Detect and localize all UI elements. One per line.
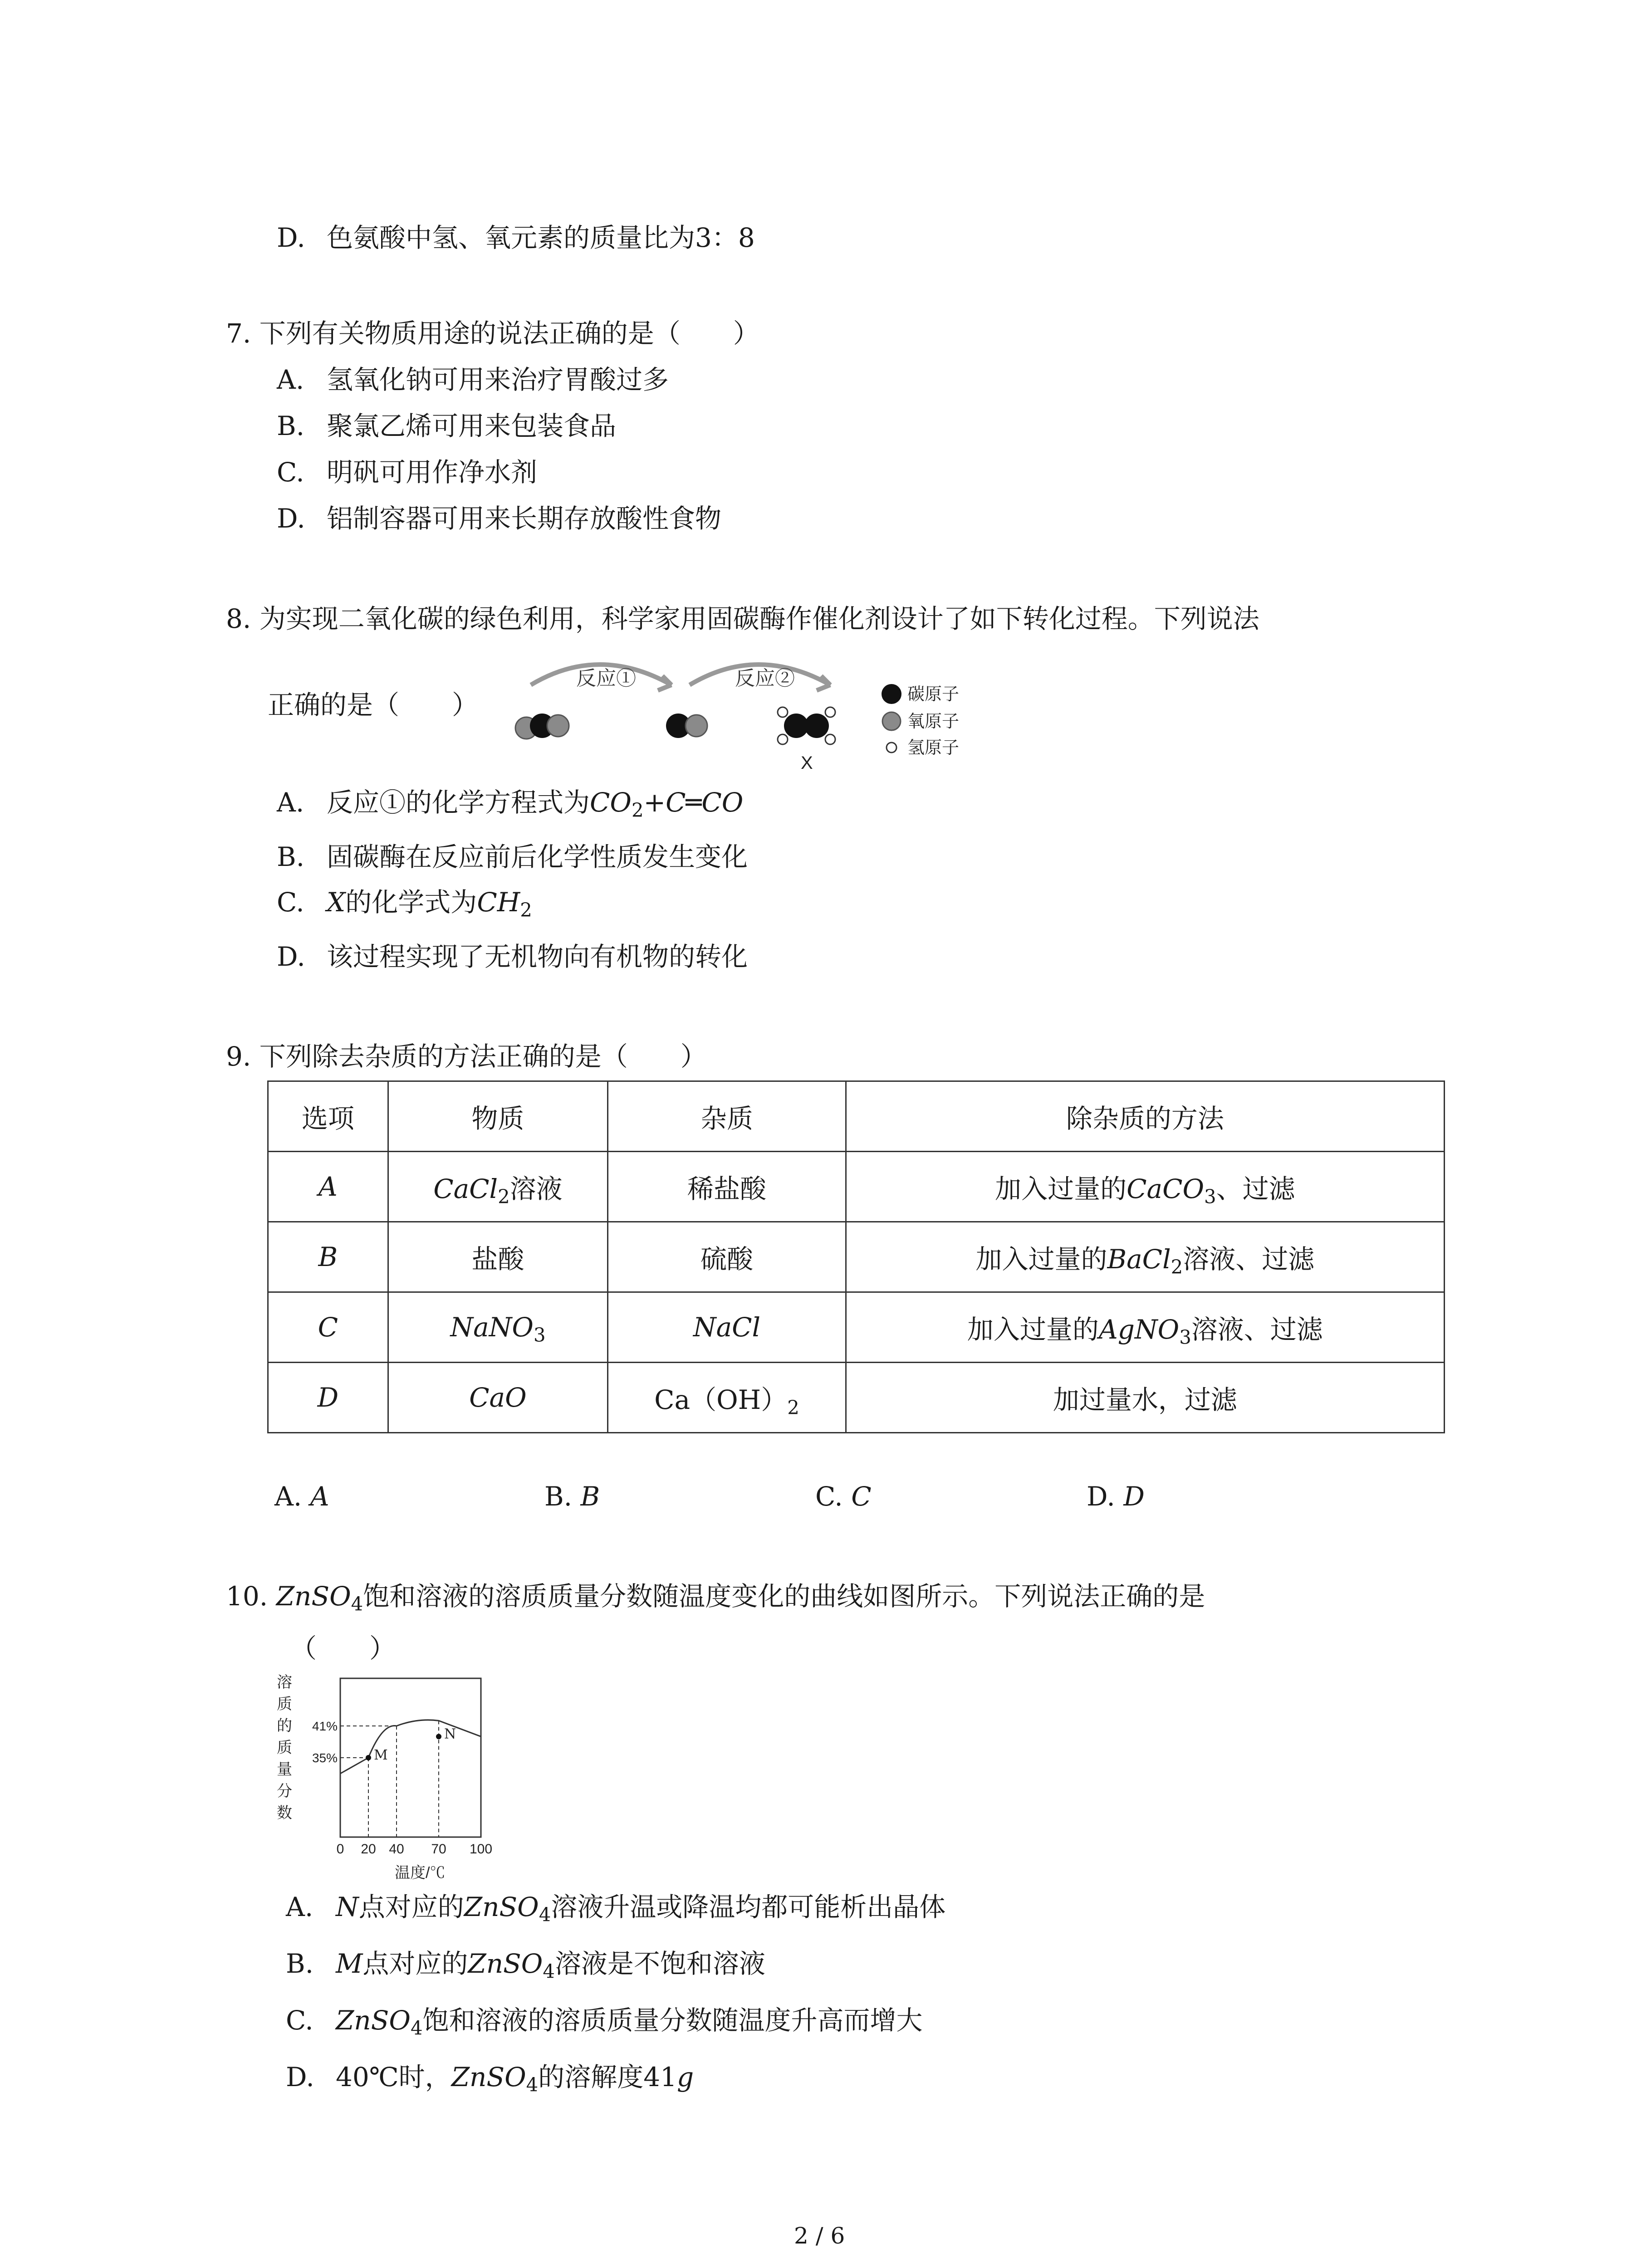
x-label: X (801, 753, 813, 773)
table-row: C NaNO$_3$ NaCl 加入过量的AgNO$_3$溶液、过滤 (268, 1292, 1445, 1363)
co2-oxygen-2 (547, 715, 569, 737)
co-oxygen (686, 715, 707, 737)
header-substance: 物质 (388, 1081, 608, 1152)
x-hydrogen-3 (825, 707, 835, 717)
legend-oxygen-swatch (882, 712, 901, 730)
q7-option-a: A. 氢氧化钠可用来治疗胃酸过多 (277, 364, 669, 395)
table-row: B 盐酸 硫酸 加入过量的BaCl$_2$溶液、过滤 (268, 1222, 1445, 1292)
q8-option-c: C. X的化学式为$CH_2$ (277, 887, 532, 921)
y-label-char: 溶 (277, 1674, 292, 1691)
table-header-row (268, 1081, 1445, 1152)
x-tick-label: 70 (431, 1842, 446, 1857)
x-tick-label: 40 (389, 1842, 404, 1857)
legend-hydrogen-label: 氢原子 (907, 738, 960, 758)
q9-stem: 9. 下列除去杂质的方法正确的是（ ） (226, 1041, 707, 1072)
q9-answer-a: A. A (274, 1481, 329, 1512)
q10-option-b: B. M点对应的ZnSO$_4$溶液是不饱和溶液 (286, 1948, 765, 1983)
data-points (366, 1726, 456, 1763)
y-tick-label: 41% (312, 1719, 338, 1733)
point-label-M: M (374, 1747, 388, 1763)
x-hydrogen-4 (825, 734, 835, 744)
x-tick-label: 20 (361, 1842, 376, 1857)
point-M (366, 1755, 371, 1760)
q7-option-b: B. 聚氯乙烯可用来包装食品 (277, 411, 617, 441)
y-label-char: 量 (277, 1761, 292, 1778)
q9-answer-b: B. B (544, 1481, 600, 1512)
x-tick-label: 100 (469, 1842, 493, 1857)
q9-answer-c: C. C (815, 1481, 872, 1512)
q10-option-a: A. N点对应的ZnSO$_4$溶液升温或降温均都可能析出晶体 (286, 1892, 946, 1926)
x-hydrogen-1 (778, 707, 788, 717)
q10-stem-cont: （ ） (290, 1633, 396, 1664)
header-impurity: 杂质 (608, 1081, 846, 1152)
q9-table (267, 1080, 1445, 1433)
y-label-char: 分 (277, 1783, 292, 1800)
q10-option-d: D. 40℃时，ZnSO$_4$的溶解度41g (286, 2062, 694, 2096)
y-tick-label: 35% (312, 1751, 338, 1765)
y-axis-label (277, 1674, 292, 1822)
y-label-char: 数 (277, 1804, 292, 1822)
table-row: D CaO $Ca(OH)_2$ 加过量水，过滤 (268, 1363, 1445, 1433)
q8-stem-cont: 正确的是（ ） (268, 689, 479, 720)
y-label-char: 质 (277, 1739, 292, 1756)
q6-option-d: D. 色氨酸中氢、氧元素的质量比为3：8 (277, 222, 755, 253)
solubility-curve (340, 1720, 481, 1774)
x-ticks (337, 1842, 492, 1857)
y-label-char: 的 (277, 1717, 292, 1735)
point-label-N: N (444, 1726, 456, 1742)
q7-option-d: D. 铝制容器可用来长期存放酸性食物 (277, 503, 722, 534)
q8-option-d: D. 该过程实现了无机物向有机物的转化 (277, 941, 748, 972)
reaction1-label: 反应① (576, 667, 636, 689)
legend-carbon-swatch (882, 684, 901, 704)
q10-stem: 10. ZnSO$_4$饱和溶液的溶质质量分数随温度变化的曲线如图所示。下列说法正确的是 (226, 1581, 1205, 1615)
legend-hydrogen-swatch (887, 743, 896, 753)
header-method: 除杂质的方法 (846, 1081, 1444, 1152)
reaction2-label: 反应② (735, 667, 795, 689)
table-row: A CaCl$_2$溶液 稀盐酸 加入过量的CaCO$_3$、过滤 (268, 1152, 1445, 1222)
q9-answer-d: D. D (1087, 1481, 1145, 1512)
q8-reaction-diagram (508, 649, 998, 780)
y-ticks (312, 1719, 338, 1765)
x-hydrogen-2 (778, 734, 788, 744)
legend-oxygen-label: 氧原子 (907, 712, 960, 731)
point-N (436, 1734, 441, 1739)
x-axis-label: 温度/℃ (395, 1864, 446, 1882)
q7-stem: 7. 下列有关物质用途的说法正确的是（ ） (226, 318, 759, 349)
legend-carbon-label: 碳原子 (907, 685, 960, 704)
x-tick-label: 0 (336, 1842, 344, 1857)
q8-option-b: B. 固碳酶在反应前后化学性质发生变化 (277, 841, 748, 872)
guide-lines (340, 1721, 439, 1837)
q10-solubility-chart (272, 1669, 508, 1887)
x-carbon-2 (804, 714, 829, 738)
q10-option-c: C. ZnSO$_4$饱和溶液的溶质质量分数随温度升高而增大 (286, 2005, 923, 2039)
q8-stem: 8. 为实现二氧化碳的绿色利用，科学家用固碳酶作催化剂设计了如下转化过程。下列说法 (226, 603, 1259, 634)
q7-option-c: C. 明矾可用作净水剂 (277, 457, 538, 488)
q8-option-a: A. 反应①的化学方程式为$CO_2+C═CO$ (277, 787, 744, 821)
page-number: 2 / 6 (794, 2223, 845, 2249)
y-label-char: 质 (277, 1696, 292, 1713)
header-option: 选项 (268, 1081, 388, 1152)
